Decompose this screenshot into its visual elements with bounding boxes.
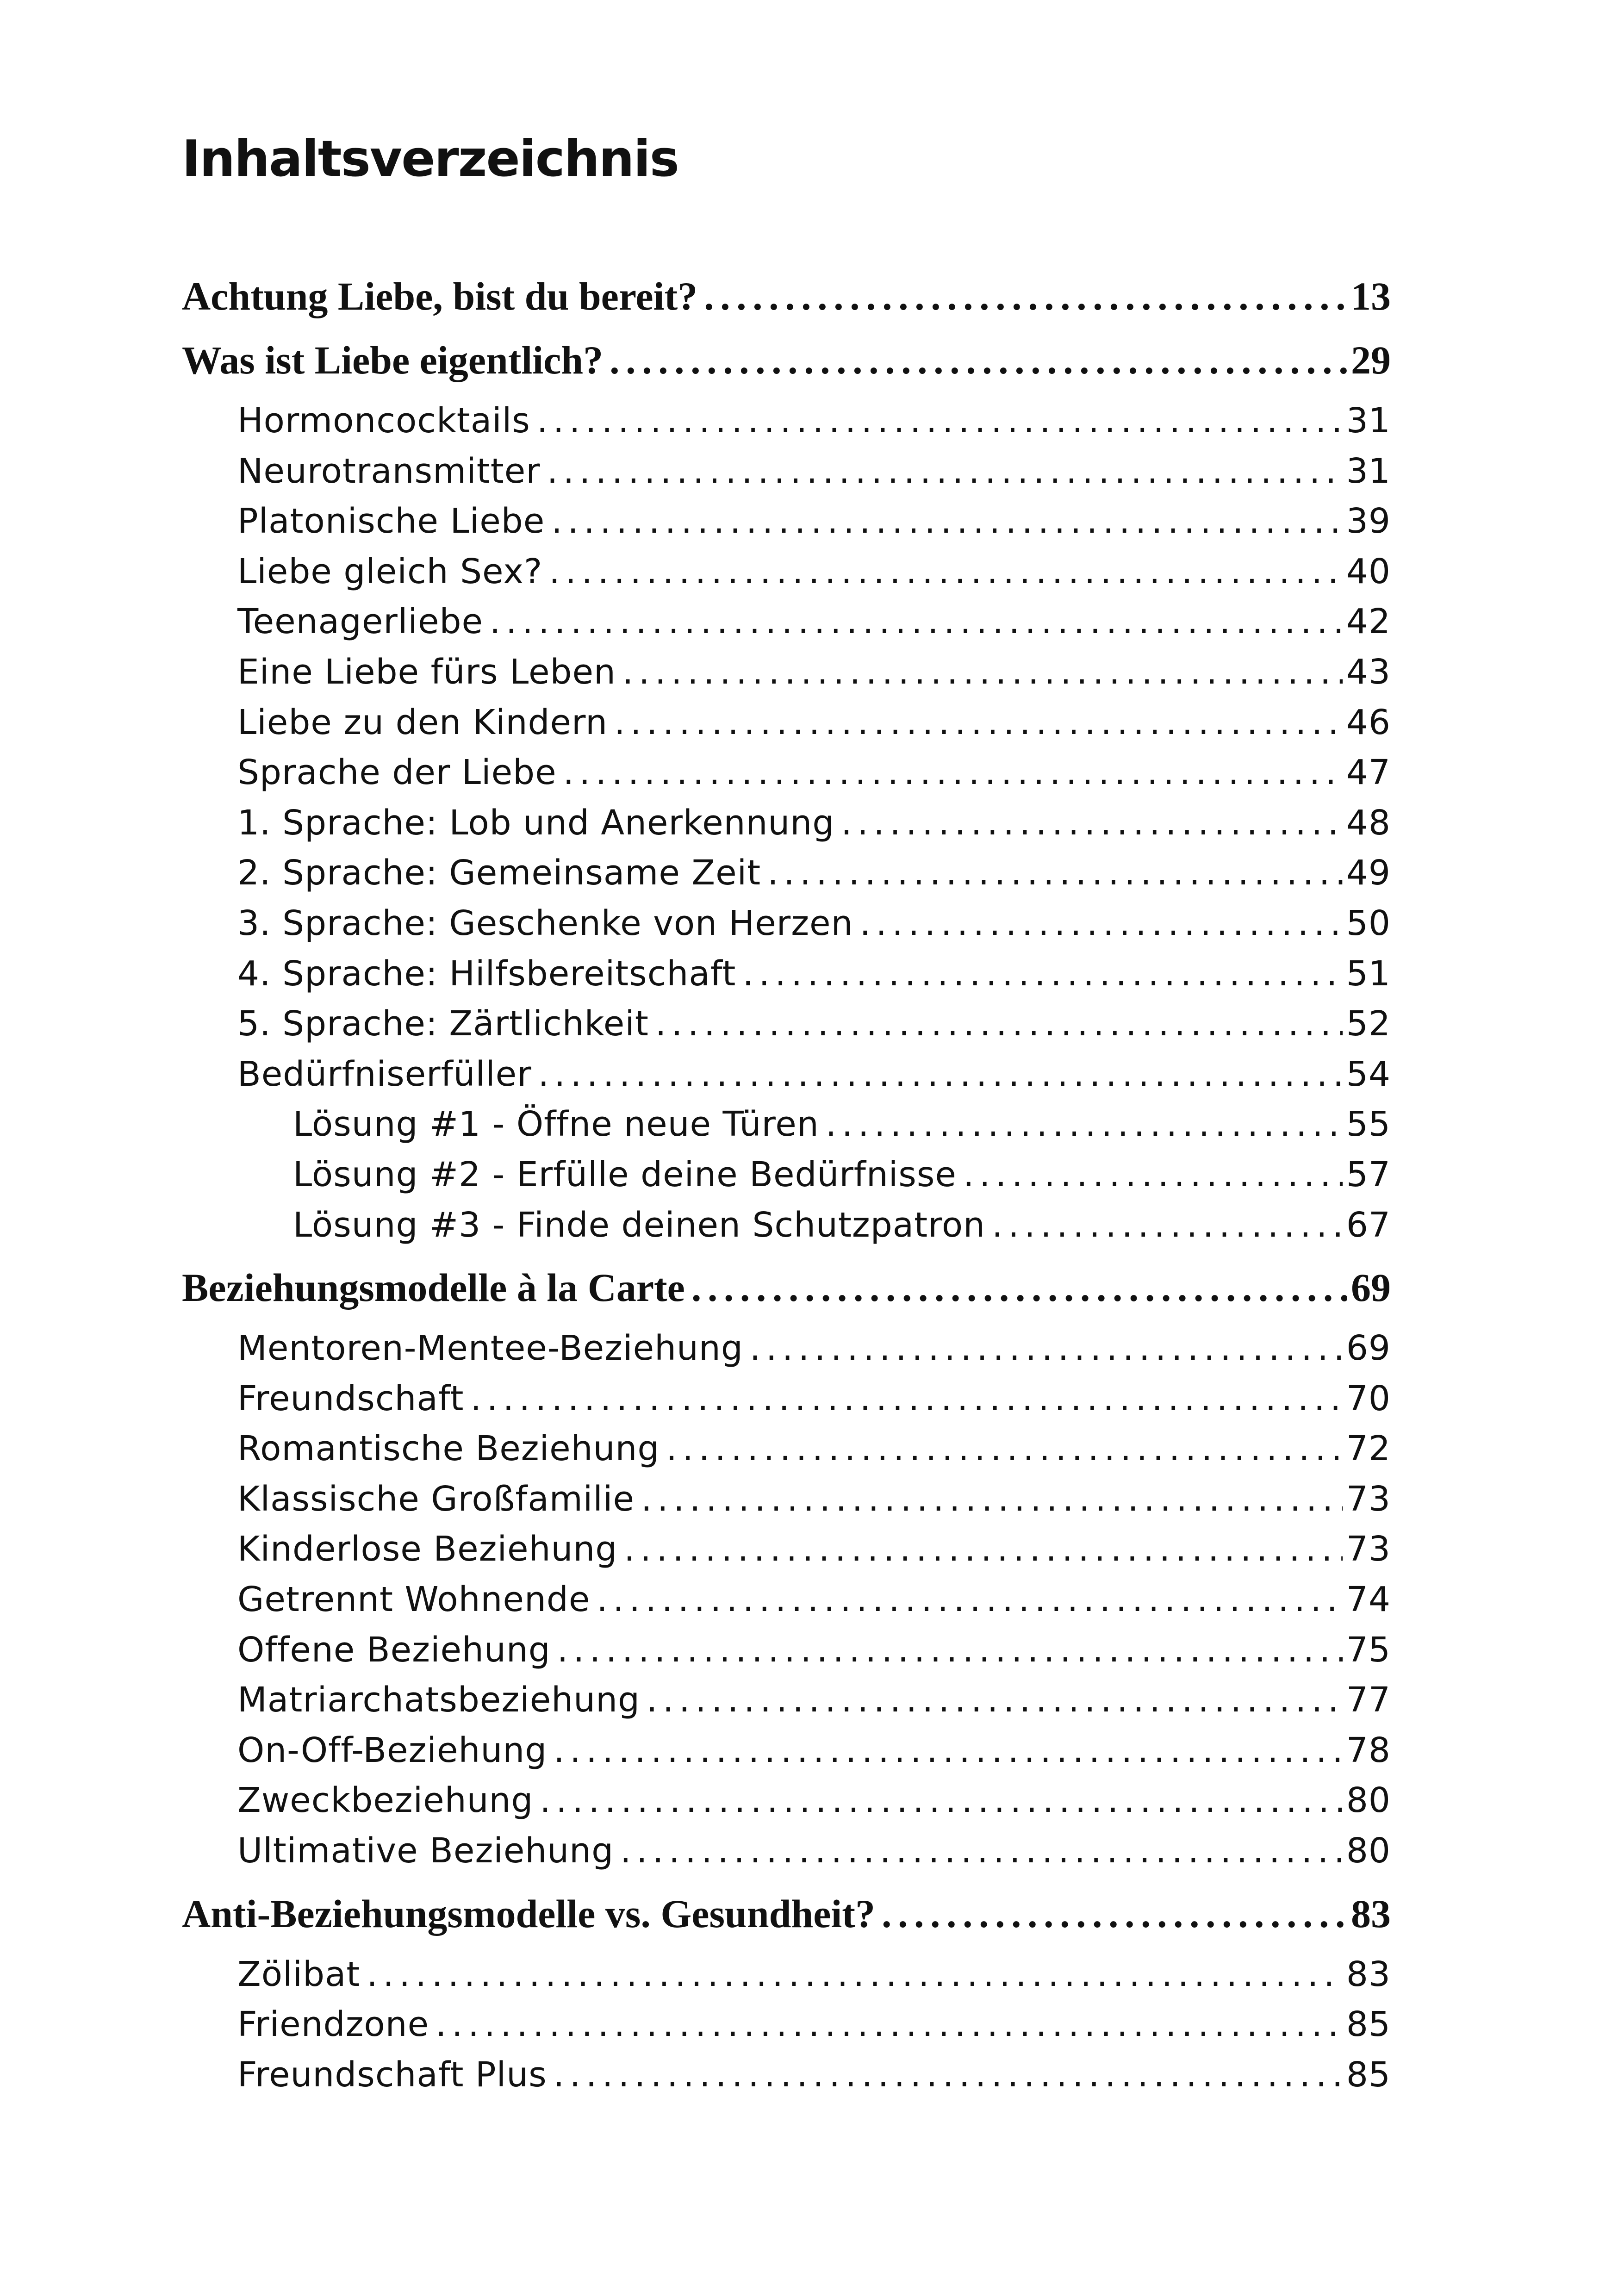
toc-entry bbox=[182, 602, 1391, 652]
toc-entry-label: Eine Liebe fürs Leben bbox=[237, 652, 616, 692]
toc-entry-label: 3. Sprache: Geschenke von Herzen bbox=[237, 903, 853, 943]
toc-page-number: 51 bbox=[1346, 953, 1391, 994]
toc-page-number: 43 bbox=[1346, 652, 1391, 692]
toc-dot-leader bbox=[563, 753, 1343, 792]
toc-dot-leader bbox=[704, 273, 1347, 319]
toc-entry bbox=[182, 1379, 1391, 1429]
toc-entry bbox=[182, 853, 1391, 903]
toc-entry-label: Ultimative Beziehung bbox=[237, 1831, 614, 1871]
toc-entry-label: Friendzone bbox=[237, 2004, 429, 2045]
toc-page-number: 70 bbox=[1346, 1378, 1391, 1419]
toc-entry-label: Hormoncocktails bbox=[237, 401, 530, 441]
toc-entry-label: Offene Beziehung bbox=[237, 1630, 551, 1670]
toc-dot-leader bbox=[655, 1004, 1343, 1044]
toc-dot-leader bbox=[551, 501, 1343, 541]
toc-page-number: 54 bbox=[1346, 1054, 1391, 1094]
toc-entry-label: Teenagerliebe bbox=[237, 602, 483, 642]
toc-dot-leader bbox=[641, 1479, 1343, 1519]
toc-entry-label: On-Off-Beziehung bbox=[237, 1730, 548, 1770]
toc-dot-leader bbox=[992, 1205, 1343, 1245]
toc-chapter bbox=[182, 1264, 1391, 1328]
toc-entry bbox=[182, 1479, 1391, 1530]
toc-page-number: 49 bbox=[1346, 853, 1391, 893]
toc-entry bbox=[182, 1580, 1391, 1630]
toc-entry bbox=[182, 1205, 1391, 1256]
toc-entry-label: 2. Sprache: Gemeinsame Zeit bbox=[237, 853, 761, 893]
toc-dot-leader bbox=[691, 1264, 1347, 1311]
toc-entry bbox=[182, 1328, 1391, 1379]
toc-entry-label: Anti-Beziehungsmodelle vs. Gesundheit? bbox=[182, 1891, 875, 1936]
toc-page-number: 83 bbox=[1346, 1954, 1391, 1994]
toc-dot-leader bbox=[647, 1680, 1343, 1720]
toc-entry-label: Getrennt Wohnende bbox=[237, 1580, 591, 1620]
toc-chapter bbox=[182, 273, 1391, 337]
toc-entry-label: Neurotransmitter bbox=[237, 451, 541, 491]
toc-entry-label: 1. Sprache: Lob und Anerkennung bbox=[237, 803, 835, 843]
toc-dot-leader bbox=[963, 1155, 1343, 1195]
toc-entry bbox=[182, 1630, 1391, 1680]
toc-page-number: 29 bbox=[1351, 338, 1391, 382]
toc-entry bbox=[182, 1004, 1391, 1054]
toc-page-number: 80 bbox=[1346, 1831, 1391, 1871]
toc-page-number: 78 bbox=[1346, 1730, 1391, 1770]
toc-page-number: 50 bbox=[1346, 903, 1391, 943]
toc-entry-label: Lösung #3 - Finde deinen Schutzpatron bbox=[293, 1205, 986, 1245]
toc-dot-leader bbox=[367, 1954, 1342, 1994]
toc-entry-label: Freundschaft bbox=[237, 1378, 464, 1419]
page-title: Inhaltsverzeichnis bbox=[182, 130, 678, 188]
toc-entry bbox=[182, 2004, 1391, 2055]
toc-entry-label: Zweckbeziehung bbox=[237, 1780, 534, 1821]
toc-dot-leader bbox=[471, 1379, 1343, 1419]
toc-dot-leader bbox=[767, 853, 1343, 893]
toc-entry bbox=[182, 753, 1391, 803]
toc-page-number: 42 bbox=[1346, 602, 1391, 642]
toc-dot-leader bbox=[540, 1780, 1342, 1820]
toc-dot-leader bbox=[620, 1831, 1343, 1871]
toc-entry-label: Freundschaft Plus bbox=[237, 2054, 547, 2095]
toc-page-number: 69 bbox=[1346, 1328, 1391, 1369]
toc-dot-leader bbox=[742, 954, 1342, 994]
toc-entry bbox=[182, 903, 1391, 954]
toc-entry bbox=[182, 1155, 1391, 1205]
toc-page-number: 31 bbox=[1346, 451, 1391, 491]
toc-page-number: 31 bbox=[1346, 401, 1391, 441]
toc-dot-leader bbox=[436, 2004, 1343, 2044]
toc-entry-label: Achtung Liebe, bist du bereit? bbox=[182, 274, 698, 318]
toc-entry-label: Klassische Großfamilie bbox=[237, 1479, 635, 1519]
toc-entry-label: Liebe zu den Kindern bbox=[237, 702, 608, 742]
toc-page-number: 39 bbox=[1346, 501, 1391, 541]
toc-page-number: 77 bbox=[1346, 1680, 1391, 1720]
toc-entry-label: Kinderlose Beziehung bbox=[237, 1529, 618, 1569]
toc-chapter bbox=[182, 337, 1391, 401]
toc-page-number: 74 bbox=[1346, 1580, 1391, 1620]
toc-dot-leader bbox=[554, 1730, 1343, 1770]
toc-entry bbox=[182, 1730, 1391, 1781]
toc-dot-leader bbox=[597, 1580, 1342, 1619]
toc-entry-label: Lösung #2 - Erfülle deine Bedürfnisse bbox=[293, 1154, 957, 1195]
toc-entry bbox=[182, 1529, 1391, 1580]
toc-page-number: 47 bbox=[1346, 753, 1391, 793]
toc-dot-leader bbox=[547, 451, 1343, 491]
toc-page-number: 55 bbox=[1346, 1104, 1391, 1145]
toc-page-number: 13 bbox=[1351, 274, 1391, 318]
toc-dot-leader bbox=[882, 1891, 1347, 1937]
toc-dot-leader bbox=[614, 703, 1343, 742]
toc-dot-leader bbox=[666, 1429, 1342, 1468]
toc-page-number: 69 bbox=[1351, 1265, 1391, 1310]
toc-entry-label: 4. Sprache: Hilfsbereitschaft bbox=[237, 953, 736, 994]
toc-page-number: 40 bbox=[1346, 551, 1391, 591]
toc-entry bbox=[182, 1429, 1391, 1479]
toc-entry bbox=[182, 1831, 1391, 1881]
toc-entry-label: Liebe gleich Sex? bbox=[237, 551, 543, 591]
toc-entry bbox=[182, 652, 1391, 703]
toc-page-number: 48 bbox=[1346, 803, 1391, 843]
toc-entry bbox=[182, 401, 1391, 451]
toc-dot-leader bbox=[624, 1529, 1343, 1569]
toc-page-number: 52 bbox=[1346, 1004, 1391, 1044]
toc-page-number: 80 bbox=[1346, 1780, 1391, 1821]
toc-entry-label: 5. Sprache: Zärtlichkeit bbox=[237, 1004, 649, 1044]
toc-dot-leader bbox=[841, 803, 1343, 843]
toc-entry bbox=[182, 451, 1391, 502]
toc-page-number: 85 bbox=[1346, 2054, 1391, 2095]
toc-entry-label: Zölibat bbox=[237, 1954, 361, 1994]
toc-page-number: 85 bbox=[1346, 2004, 1391, 2045]
toc-dot-leader bbox=[554, 2055, 1343, 2095]
toc-entry bbox=[182, 552, 1391, 602]
toc-entry-label: Platonische Liebe bbox=[237, 501, 545, 541]
toc-dot-leader bbox=[610, 337, 1347, 383]
toc-entry bbox=[182, 803, 1391, 853]
toc-page-number: 72 bbox=[1346, 1429, 1391, 1469]
toc-chapter bbox=[182, 1891, 1391, 1954]
toc-entry-label: Was ist Liebe eigentlich? bbox=[182, 338, 604, 382]
toc-entry-label: Bedürfniserfüller bbox=[237, 1054, 532, 1094]
toc-entry bbox=[182, 2055, 1391, 2105]
toc-dot-leader bbox=[549, 552, 1342, 591]
toc-entry-label: Romantische Beziehung bbox=[237, 1429, 660, 1469]
toc-dot-leader bbox=[750, 1328, 1343, 1368]
toc-entry-label: Mentoren-Mentee-Beziehung bbox=[237, 1328, 743, 1369]
toc-page-number: 83 bbox=[1351, 1891, 1391, 1936]
toc-dot-leader bbox=[557, 1630, 1343, 1670]
toc-entry-label: Lösung #1 - Öffne neue Türen bbox=[293, 1104, 819, 1145]
toc-entry bbox=[182, 703, 1391, 753]
toc-entry-label: Beziehungsmodelle à la Carte bbox=[182, 1265, 685, 1310]
toc-entry bbox=[182, 1054, 1391, 1105]
toc-entry bbox=[182, 501, 1391, 552]
toc-entry-label: Matriarchatsbeziehung bbox=[237, 1680, 640, 1720]
toc-entry bbox=[182, 1680, 1391, 1730]
toc-entry bbox=[182, 1954, 1391, 2005]
toc-dot-leader bbox=[537, 401, 1343, 441]
toc-page-number: 73 bbox=[1346, 1529, 1391, 1569]
toc-entry bbox=[182, 954, 1391, 1004]
toc-dot-leader bbox=[622, 652, 1343, 692]
toc-page-number: 75 bbox=[1346, 1630, 1391, 1670]
toc-entry bbox=[182, 1780, 1391, 1831]
toc-page-number: 57 bbox=[1346, 1154, 1391, 1195]
toc-page-number: 73 bbox=[1346, 1479, 1391, 1519]
toc-entry bbox=[182, 1104, 1391, 1155]
toc-entry-label: Sprache der Liebe bbox=[237, 753, 557, 793]
toc-dot-leader bbox=[490, 602, 1343, 641]
toc-dot-leader bbox=[859, 903, 1342, 943]
toc-page-number: 46 bbox=[1346, 702, 1391, 742]
table-of-contents bbox=[182, 273, 1391, 2105]
toc-page-number: 67 bbox=[1346, 1205, 1391, 1245]
toc-dot-leader bbox=[538, 1054, 1343, 1094]
toc-dot-leader bbox=[826, 1104, 1343, 1144]
